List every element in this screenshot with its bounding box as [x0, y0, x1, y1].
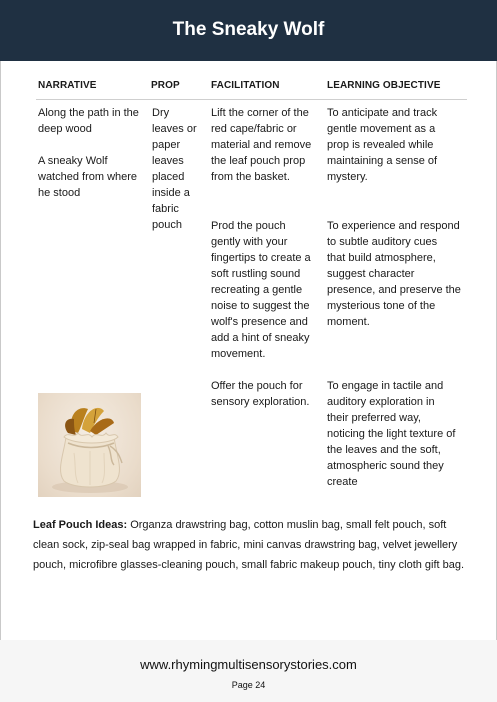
column-header-facilitation: FACILITATION	[211, 80, 280, 91]
objective-cell-2	[327, 218, 467, 330]
prop-line: fabric	[152, 203, 179, 215]
objective-line: maintaining a sense of	[327, 155, 438, 167]
header-divider	[36, 99, 467, 100]
facilitation-line: Prod the pouch	[211, 220, 286, 232]
objective-line: To engage in tactile and	[327, 380, 444, 392]
prop-line: leaves or	[152, 123, 197, 135]
objective-line: mysterious tone of the	[327, 300, 436, 312]
objective-line: atmospheric sound they	[327, 460, 444, 472]
facilitation-line: from the basket.	[211, 171, 290, 183]
page-title: The Sneaky Wolf	[172, 18, 325, 40]
objective-cell-1	[327, 105, 467, 185]
facilitation-line: Lift the corner of the	[211, 107, 309, 119]
title-banner	[0, 0, 497, 61]
objective-line: suggest character	[327, 268, 415, 280]
leaf-pouch-illustration	[38, 393, 141, 497]
objective-line: gentle movement as a	[327, 123, 436, 135]
facilitation-line: sensory exploration.	[211, 396, 310, 408]
prop-line: paper	[152, 139, 181, 151]
facilitation-line: red cape/fabric or	[211, 123, 297, 135]
page-number: Page 24	[231, 680, 266, 690]
leaf-pouch-photo	[38, 393, 141, 497]
facilitation-line: material and remove	[211, 139, 312, 151]
facilitation-line: fingertips to create a	[211, 252, 311, 264]
narrative-line: A sneaky Wolf	[38, 155, 108, 167]
objective-line: that build atmosphere,	[327, 252, 436, 264]
ideas-label: Leaf Pouch Ideas:	[33, 519, 128, 531]
prop-line: pouch	[152, 219, 182, 231]
leaf-pouch-ideas	[33, 515, 465, 575]
narrative-cell	[38, 105, 150, 201]
facilitation-line: wolf's presence and	[211, 316, 308, 328]
objective-line: their preferred way,	[327, 412, 421, 424]
column-header-narrative: NARRATIVE	[38, 80, 97, 91]
objective-cell-3	[327, 378, 467, 490]
facilitation-line: the leaf pouch prop	[211, 155, 306, 167]
facilitation-cell-3	[211, 378, 325, 410]
facilitation-line: soft rustling sound	[211, 268, 301, 280]
facilitation-line: gently with your	[211, 236, 288, 248]
objective-line: To anticipate and track	[327, 107, 438, 119]
column-header-prop: PROP	[151, 80, 180, 91]
facilitation-line: Offer the pouch for	[211, 380, 303, 392]
objective-line: to subtle auditory cues	[327, 236, 438, 248]
prop-line: placed	[152, 171, 185, 183]
objective-line: presence, and preserve the	[327, 284, 461, 296]
objective-line: mystery.	[327, 171, 368, 183]
objective-line: prop is revealed while	[327, 139, 434, 151]
facilitation-cell-2	[211, 218, 325, 362]
facilitation-cell-1	[211, 105, 325, 185]
footer-website-link[interactable]: www.rhymingmultisensorystories.com	[140, 657, 357, 672]
objective-line: create	[327, 476, 358, 488]
prop-cell	[152, 105, 208, 233]
narrative-line: Along the path in the	[38, 107, 139, 119]
facilitation-line: noise to suggest the	[211, 300, 310, 312]
objective-line: noticing the light texture of	[327, 428, 456, 440]
facilitation-line: add a hint of sneaky	[211, 332, 310, 344]
facilitation-line: movement.	[211, 348, 266, 360]
objective-line: the leaves and the soft,	[327, 444, 441, 456]
column-header-learning-objective: LEARNING OBJECTIVE	[327, 80, 441, 91]
ideas-text: Organza drawstring bag, cotton muslin bag, small felt pouch, soft clean sock, zip-seal bag wrapped in fabric, mini canvas drawstring bag, velvet jewellery pouch, microfibre glasses-cleaning pouch, small fabric makeup pouch, tiny cloth gift bag.	[33, 519, 465, 571]
prop-line: leaves	[152, 155, 184, 167]
objective-line: auditory exploration in	[327, 396, 435, 408]
narrative-line: deep wood	[38, 123, 92, 135]
narrative-line: watched from where	[38, 171, 138, 183]
objective-line: To experience and respond	[327, 220, 460, 232]
narrative-line: he stood	[38, 187, 81, 199]
objective-line: moment.	[327, 316, 370, 328]
prop-line: inside a	[152, 187, 190, 199]
facilitation-line: recreating a gentle	[211, 284, 303, 296]
prop-line: Dry	[152, 107, 170, 119]
